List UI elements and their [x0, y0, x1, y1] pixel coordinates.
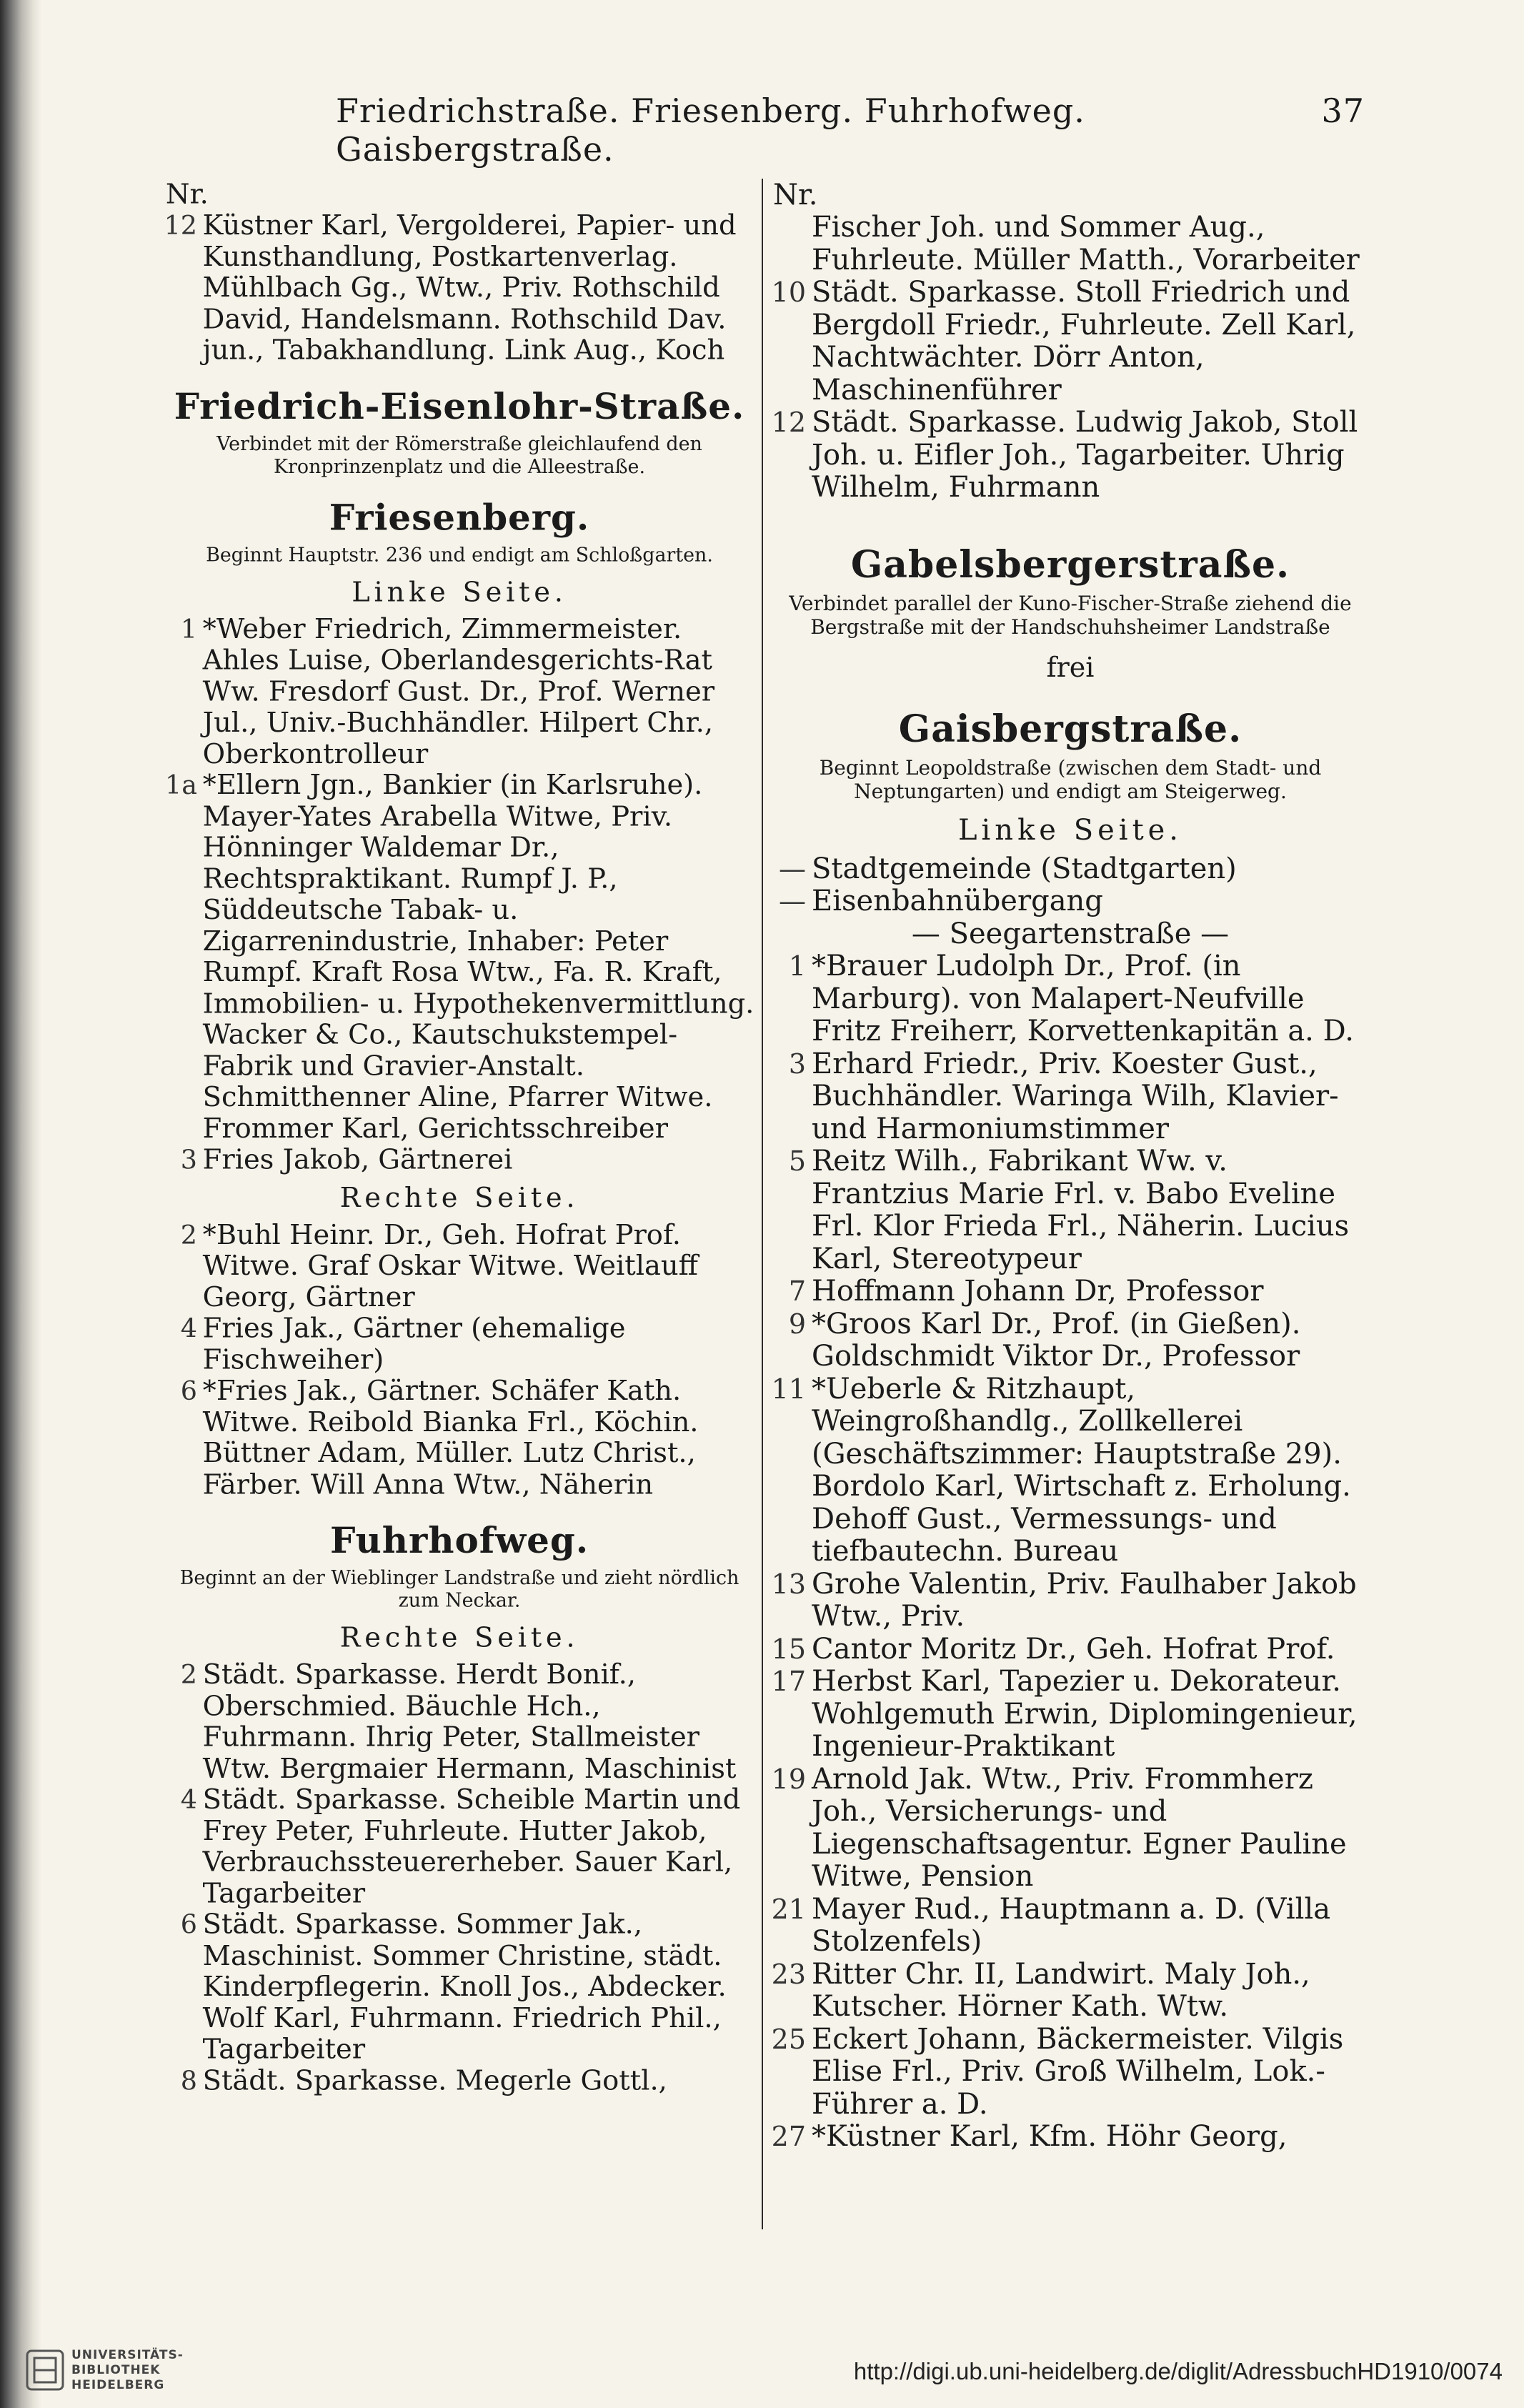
house-number: 19 [771, 1763, 806, 1795]
house-number: 15 [771, 1633, 806, 1665]
entry-text: *Küstner Karl, Kfm. Höhr Georg, [812, 2120, 1288, 2153]
house-number: — [779, 885, 806, 917]
house-number: 1a [165, 770, 197, 800]
house-number: 2 [180, 1659, 197, 1690]
library-name-line: UNIVERSITÄTS- [71, 2348, 184, 2362]
book-spine-shadow [0, 0, 41, 2408]
entry-text: *Fries Jak., Gärtner. Schäfer Kath. Witwe. Reibold Bianka Frl., Köchin. Büttner Adam, Müller. Lutz Christ., Färber. Will Anna Wtw., Näherin [202, 1375, 699, 1501]
entry-list [163, 1660, 756, 2097]
house-number: 17 [771, 1666, 806, 1697]
entry-text: Küstner Karl, Vergolderei, Papier- und Kunsthandlung, Postkartenverlag. Mühlbach Gg., Wtw., Priv. Rothschild David, Handelsmann. Rothschild Dav. jun., Tabakhandlung. Link Aug., Koch [202, 209, 737, 367]
entry-list [163, 210, 756, 366]
address-entry [163, 614, 756, 770]
address-entry [770, 212, 1370, 277]
running-title: Friedrichstraße. Friesenberg. Fuhrhofweg. Gaisbergstraße. [336, 91, 1085, 169]
side-heading-left: Linke Seite. [352, 576, 567, 608]
page-number: 37 [1321, 91, 1365, 130]
house-number: 1 [180, 614, 197, 645]
house-number: 3 [180, 1144, 197, 1175]
house-number: 9 [788, 1308, 806, 1340]
entry-text: Städt. Sparkasse. Stoll Friedrich und Bergdoll Friedr., Fuhrleute. Zell Karl, Nachtwächter. Dörr Anton, Maschinenführer [812, 276, 1356, 407]
address-entry [770, 407, 1370, 504]
house-number: 21 [771, 1893, 806, 1925]
house-number: 4 [180, 1313, 197, 1344]
side-heading-right: Rechte Seite. [339, 1621, 579, 1653]
entry-list [163, 1220, 756, 1501]
entry-text: Herbst Karl, Tapezier u. Dekorateur. Wohlgemuth Erwin, Diplomingenieur, Ingenieur-Praktikant [812, 1665, 1358, 1763]
street-heading: Friedrich-Eisenlohr-Straße. [174, 385, 745, 427]
house-number: 6 [180, 1909, 197, 1940]
house-number: 5 [788, 1145, 806, 1177]
entry-text: Fries Jakob, Gärtnerei [202, 1143, 513, 1175]
entry-list [770, 950, 1370, 2154]
side-heading-left: Linke Seite. [957, 813, 1183, 847]
address-entry [163, 210, 756, 366]
street-description: Beginnt an der Wieblinger Landstraße und zieht nördlich zum Neckar. [179, 1566, 739, 1612]
entry-text: Fries Jak., Gärtner (ehemalige Fischweiher) [202, 1312, 626, 1375]
street-description: Beginnt Leopoldstraße (zwischen dem Stadt- und Neptungarten) und endigt am Steigerweg. [819, 755, 1322, 803]
address-entry [770, 885, 1370, 918]
cross-street-marker: — Seegartenstraße — [911, 917, 1230, 950]
address-entry [770, 2024, 1370, 2121]
entry-text: Mayer Rud., Hauptmann a. D. (Villa Stolzenfels) [812, 1892, 1331, 1958]
house-number: 8 [180, 2065, 197, 2096]
entry-text: Städt. Sparkasse. Scheible Martin und Frey Peter, Fuhrleute. Hutter Jakob, Verbrauchssteuererheber. Sauer Karl, Tagarbeiter [202, 1783, 741, 1909]
house-number: 12 [164, 210, 197, 241]
address-entry [163, 770, 756, 1145]
entry-text: Städt. Sparkasse. Herdt Bonif., Oberschmied. Bäuchle Hch., Fuhrmann. Ihrig Peter, Stallmeister Wtw. Bergmaier Hermann, Maschinist [202, 1658, 737, 1784]
house-number: 11 [771, 1373, 806, 1405]
page-header [336, 91, 1365, 169]
entry-text: Arnold Jak. Wtw., Priv. Frommherz Joh., Versicherungs- und Liegenschaftsagentur. Egner Pauline Witwe, Pension [812, 1762, 1347, 1893]
address-entry [770, 1763, 1370, 1894]
street-description: Verbindet parallel der Kuno-Fischer-Straße ziehend die Bergstraße mit der Handschuhsheimer Landstraße [789, 591, 1352, 639]
address-entry [163, 1660, 756, 1785]
address-entry [770, 1959, 1370, 2024]
entry-text: *Ellern Jgn., Bankier (in Karlsruhe). Mayer-Yates Arabella Witwe, Priv. Hönninger Waldemar Dr., Rechtspraktikant. Rumpf J. P., Süddeutsche Tabak- u. Zigarrenindustrie, Inhaber: Peter Rumpf. Kraft Rosa Wtw., Fa. R. Kraft, Immobilien- u. Hypothekenvermittlung. Wacker & Co., Kautschukstempel-Fabrik und Gravier-Anstalt. Schmitthenner Aline, Pfarrer Witwe. Frommer Karl, Gerichtsschreiber [202, 769, 754, 1145]
entry-list [163, 614, 756, 1175]
house-number: — [779, 852, 806, 885]
house-number: 12 [771, 407, 806, 438]
street-heading: Gabelsbergerstraße. [850, 542, 1290, 587]
source-url-link[interactable]: http://digi.ub.uni-heidelberg.de/diglit/AdressbuchHD1910/0074 [853, 2358, 1503, 2384]
street-heading: Gaisbergstraße. [898, 707, 1242, 751]
address-entry [770, 1633, 1370, 1666]
house-number: 7 [788, 1275, 806, 1307]
street-heading: Fuhrhofweg. [329, 1519, 589, 1562]
library-logo [26, 2347, 204, 2397]
house-number: 6 [180, 1375, 197, 1406]
address-entry [163, 1784, 756, 1909]
address-entry [770, 277, 1370, 407]
entry-text: Hoffmann Johann Dr, Professor [812, 1275, 1264, 1308]
entry-text: Städt. Sparkasse. Ludwig Jakob, Stoll Joh. u. Eifler Joh., Tagarbeiter. Uhrig Wilhelm, Fuhrmann [812, 406, 1358, 504]
entry-text: Städt. Sparkasse. Sommer Jak., Maschinist. Sommer Christine, städt. Kinderpflegerin. Knoll Jos., Abdecker. Wolf Karl, Fuhrmann. Friedrich Phil., Tagarbeiter [202, 1909, 727, 2065]
library-seal-icon [26, 2349, 64, 2391]
entry-text: Stadtgemeinde (Stadtgarten) [812, 852, 1237, 885]
entry-text: *Weber Friedrich, Zimmermeister. Ahles Luise, Oberlandesgerichts-Rat Ww. Fresdorf Gust. Dr., Prof. Werner Jul., Univ.-Buchhändler. Hilpert Chr., Oberkontrolleur [202, 613, 715, 770]
entry-text: Ritter Chr. II, Landwirt. Maly Joh., Kutscher. Hörner Kath. Wtw. [812, 1957, 1310, 2023]
address-entry [770, 1894, 1370, 1959]
library-name [71, 2348, 184, 2393]
library-name-line: HEIDELBERG [71, 2378, 165, 2392]
address-entry [770, 1373, 1370, 1568]
entry-text: *Buhl Heinr. Dr., Geh. Hofrat Prof. Witwe. Graf Oskar Witwe. Weitlauff Georg, Gärtner [202, 1218, 698, 1313]
entry-text: Cantor Moritz Dr., Geh. Hofrat Prof. [812, 1632, 1335, 1666]
address-entry [770, 1048, 1370, 1146]
entry-text: Eckert Johann, Bäckermeister. Vilgis Elise Frl., Priv. Groß Wilhelm, Lok.-Führer a. D. [812, 2022, 1344, 2121]
entry-text: Eisenbahnübergang [812, 885, 1103, 917]
address-entry [770, 950, 1370, 1048]
entry-list [770, 853, 1370, 918]
house-number: 13 [771, 1568, 806, 1600]
column-divider [762, 179, 763, 2229]
house-number: 2 [180, 1219, 197, 1250]
address-entry [163, 1909, 756, 2065]
street-heading: Friesenberg. [329, 496, 590, 539]
entry-list [770, 277, 1370, 504]
house-number: 27 [771, 2121, 806, 2152]
address-entry [163, 1375, 756, 1501]
entry-text: Erhard Friedr., Priv. Koester Gust., Buchhändler. Waringa Wilh, Klavier- und Harmoniumstimmer [812, 1047, 1339, 1145]
entry-text: Reitz Wilh., Fabrikant Ww. v. Frantzius Marie Frl. v. Babo Eveline Frl. Klor Frieda Frl., Näherin. Lucius Karl, Stereotypeur [812, 1145, 1350, 1275]
right-column [770, 179, 1370, 2154]
address-entry [163, 1313, 756, 1375]
left-column [163, 179, 756, 2096]
house-number: 10 [771, 277, 806, 308]
nr-label: Nr. [773, 179, 818, 212]
entry-text: *Brauer Ludolph Dr., Prof. (in Marburg). von Malapert-Neufville Fritz Freiherr, Korvettenkapitän a. D. [812, 950, 1354, 1048]
address-entry [770, 1275, 1370, 1308]
entry-text: Grohe Valentin, Priv. Faulhaber Jakob Wtw., Priv. [812, 1567, 1357, 1633]
entry-text: *Groos Karl Dr., Prof. (in Gießen). Goldschmidt Viktor Dr., Professor [812, 1307, 1301, 1373]
entry-text: Fischer Joh. und Sommer Aug., Fuhrleute. Müller Matth., Vorarbeiter [812, 211, 1360, 277]
nr-label: Nr. [165, 179, 209, 211]
entry-text: Städt. Sparkasse. Megerle Gottl., [202, 2064, 667, 2096]
address-entry [770, 1145, 1370, 1275]
address-entry [163, 2065, 756, 2096]
house-number: 3 [788, 1048, 806, 1080]
address-entry [163, 1145, 756, 1176]
street-description: Verbindet mit der Römerstraße gleichlaufend den Kronprinzenplatz und die Alleestraße. [216, 432, 702, 478]
address-entry [770, 1568, 1370, 1633]
house-number: 4 [180, 1784, 197, 1815]
house-number: 23 [771, 1958, 806, 1990]
address-entry [770, 853, 1370, 886]
address-entry [770, 1308, 1370, 1373]
house-number: 1 [788, 950, 806, 982]
street-status: frei [1046, 651, 1095, 683]
street-description: Beginnt Hauptstr. 236 und endigt am Schloßgarten. [206, 543, 713, 566]
address-entry [770, 2121, 1370, 2154]
library-name-line: BIBLIOTHEK [71, 2363, 161, 2377]
house-number: 25 [771, 2023, 806, 2055]
address-entry [163, 1220, 756, 1313]
entry-text: *Ueberle & Ritzhaupt, Weingroßhandlg., Zollkellerei (Geschäftszimmer: Hauptstraße 29). Bordolo Karl, Wirtschaft z. Erholung. Dehoff Gust., Vermessungs- und tiefbautechn. Bureau [812, 1372, 1351, 1568]
side-heading-right: Rechte Seite. [339, 1182, 579, 1214]
address-entry [770, 1666, 1370, 1763]
